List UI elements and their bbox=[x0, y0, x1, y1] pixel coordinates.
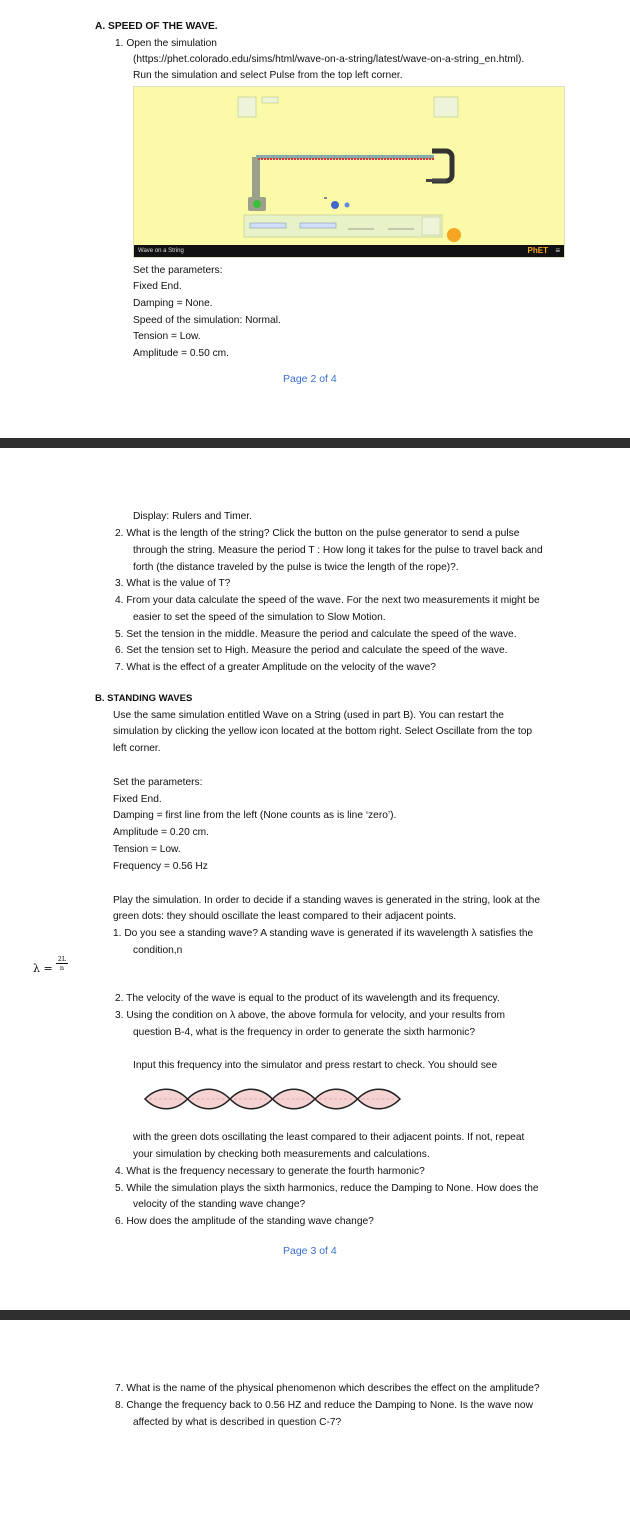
simulation-nav-bar bbox=[134, 245, 564, 257]
param-line: Speed of the simulation: Normal. bbox=[133, 315, 281, 326]
question-b1: 1. Do you see a standing wave? A standing wave is generated if its wavelength λ satisfies the bbox=[113, 928, 534, 939]
question-b3-cont: question B-4, what is the frequency in order to generate the sixth harmonic? bbox=[133, 1027, 476, 1038]
play-line: green dots: they should oscillate the least compared to their adjacent points. bbox=[113, 911, 457, 922]
param-line: Frequency = 0.56 Hz bbox=[113, 861, 208, 872]
play-line: Play the simulation. In order to decide if a standing waves is generated in the string, look at the bbox=[113, 895, 540, 906]
question-b6: 6. How does the amplitude of the standing wave change? bbox=[115, 1216, 374, 1227]
param-line: Set the parameters: bbox=[133, 265, 223, 276]
question-b5: 5. While the simulation plays the sixth harmonics, reduce the Damping to None. How does the bbox=[115, 1183, 539, 1194]
question-4: 4. From your data calculate the speed of the wave. For the next two measurements it might be bbox=[115, 595, 540, 606]
clamp-icon bbox=[432, 151, 452, 181]
question-2: 2. What is the length of the string? Click the button on the pulse generator to send a pulse bbox=[115, 528, 520, 539]
page-3-label: Page 3 of 4 bbox=[283, 1245, 337, 1257]
pulse-button-icon bbox=[253, 200, 261, 208]
param-line: Tension = Low. bbox=[133, 331, 201, 342]
restart-button-icon bbox=[262, 97, 278, 103]
after-line: with the green dots oscillating the least compared to their adjacent points. If not, repeat bbox=[133, 1132, 525, 1143]
play-button-icon bbox=[331, 201, 339, 209]
simulation-screenshot bbox=[133, 86, 565, 258]
question-b4: 4. What is the frequency necessary to generate the fourth harmonic? bbox=[115, 1166, 425, 1177]
question-5: 5. Set the tension in the middle. Measure the period and calculate the speed of the wave. bbox=[115, 629, 517, 640]
question-6: 6. Set the tension set to High. Measure the period and calculate the speed of the wave. bbox=[115, 645, 508, 656]
step-1-label: 1. Open the simulation bbox=[115, 38, 217, 49]
param-line: Fixed End. bbox=[133, 281, 182, 292]
formula-denominator: n bbox=[59, 964, 65, 972]
question-c8-cont: affected by what is described in question C-7? bbox=[133, 1417, 342, 1428]
restart-yellow-icon bbox=[447, 228, 461, 242]
param-line: Amplitude = 0.50 cm. bbox=[133, 348, 229, 359]
question-b1-cont: condition,n bbox=[133, 945, 183, 956]
simulation-url[interactable]: (https://phet.colorado.edu/sims/html/wave-on-a-string/latest/wave-on-a-string_en.html). bbox=[133, 54, 525, 65]
section-b-intro: left corner. bbox=[113, 743, 161, 754]
sixth-harmonic-wave bbox=[140, 1081, 405, 1117]
section-b-intro: simulation by clicking the yellow icon located at the bottom right. Select Oscillate from the top bbox=[113, 726, 533, 737]
end-selector-icon bbox=[434, 97, 458, 117]
question-b5-cont: velocity of the standing wave change? bbox=[133, 1199, 306, 1210]
hamburger-menu-icon: ≡ bbox=[555, 246, 560, 255]
question-2-cont: forth (the distance traveled by the pulse is twice the length of the rope)?. bbox=[133, 562, 459, 573]
question-c8: 8. Change the frequency back to 0.56 HZ and reduce the Damping to None. Is the wave now bbox=[115, 1400, 533, 1411]
param-line: Fixed End. bbox=[113, 794, 162, 805]
page-divider bbox=[0, 438, 630, 448]
input-line: Input this frequency into the simulator and press restart to check. You should see bbox=[133, 1060, 498, 1071]
formula-numerator: 2L bbox=[57, 955, 67, 963]
question-b2: 2. The velocity of the wave is equal to the product of its wavelength and its frequency. bbox=[115, 993, 500, 1004]
param-line: Damping = None. bbox=[133, 298, 213, 309]
simulation-scene bbox=[134, 87, 564, 245]
formula-lhs: λ = bbox=[33, 962, 53, 975]
question-3: 3. What is the value of T? bbox=[115, 578, 231, 589]
step-1-instruction: Run the simulation and select Pulse from the top left corner. bbox=[133, 70, 403, 81]
after-line: your simulation by checking both measurements and calculations. bbox=[133, 1149, 430, 1160]
mode-selector-icon bbox=[238, 97, 256, 117]
question-7: 7. What is the effect of a greater Amplitude on the velocity of the wave? bbox=[115, 662, 436, 673]
page-divider bbox=[0, 1310, 630, 1320]
step-button-icon bbox=[345, 203, 350, 208]
lambda-formula bbox=[33, 962, 53, 975]
display-line: Display: Rulers and Timer. bbox=[133, 511, 252, 522]
param-line: Set the parameters: bbox=[113, 777, 203, 788]
page-2-label: Page 2 of 4 bbox=[283, 373, 337, 385]
section-b-intro: Use the same simulation entitled Wave on a String (used in part B). You can restart the bbox=[113, 710, 504, 721]
simulation-title: Wave on a String bbox=[138, 248, 184, 254]
question-4-cont: easier to set the speed of the simulation to Slow Motion. bbox=[133, 612, 386, 623]
question-2-cont: through the string. Measure the period T : How long it takes for the pulse to travel back and bbox=[133, 545, 543, 556]
param-line: Damping = first line from the left (None counts as is line ‘zero’). bbox=[113, 810, 397, 821]
param-line: Tension = Low. bbox=[113, 844, 181, 855]
question-c7: 7. What is the name of the physical phenomenon which describes the effect on the amplitude? bbox=[115, 1383, 540, 1394]
section-b-heading: B. STANDING WAVES bbox=[95, 693, 193, 704]
section-a-heading: A. SPEED OF THE WAVE. bbox=[95, 21, 218, 32]
phet-logo: PhET bbox=[527, 246, 548, 255]
question-b3: 3. Using the condition on λ above, the above formula for velocity, and your results from bbox=[115, 1010, 505, 1021]
param-line: Amplitude = 0.20 cm. bbox=[113, 827, 209, 838]
